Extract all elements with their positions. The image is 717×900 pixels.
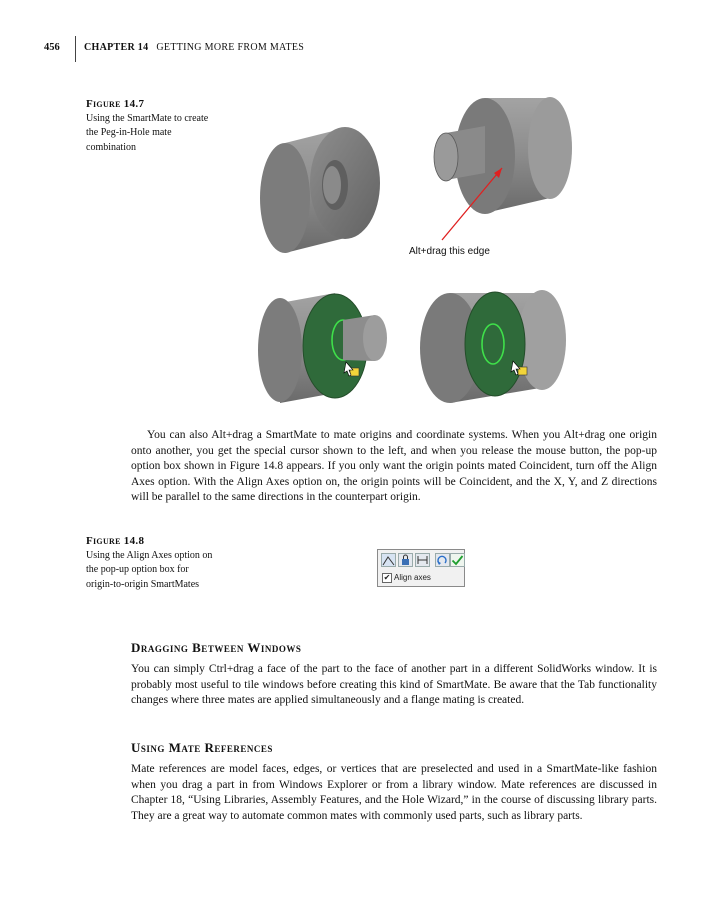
mating-step-1-icon — [258, 293, 387, 403]
smartmate-popup-toolbar — [377, 549, 465, 587]
section-heading-mate-references: Using Mate References — [131, 740, 273, 755]
ok-button[interactable] — [450, 553, 465, 567]
figure-14-7-caption-block — [86, 97, 216, 155]
distance-icon — [416, 554, 429, 566]
distance-mate-button[interactable] — [415, 553, 430, 567]
figure-annotation: Alt+drag this edge — [409, 246, 490, 257]
page-number: 456 — [44, 42, 60, 53]
lock-icon — [399, 554, 412, 566]
flip-alignment-button[interactable] — [435, 553, 450, 567]
flip-icon — [436, 554, 449, 566]
align-axes-checkbox[interactable]: ✔ — [383, 573, 391, 582]
coincident-mate-button[interactable] — [381, 553, 396, 567]
figure-caption: Using the SmartMate to create the Peg-in-Hole mate combination — [86, 112, 209, 153]
chapter-label: CHAPTER 14 — [84, 42, 149, 53]
figure-label: Figure 14.8 — [86, 535, 145, 547]
figure-caption: Using the Align Axes option on the pop-up option box for origin-to-origin SmartMates — [86, 549, 213, 590]
align-axes-option[interactable] — [382, 573, 431, 583]
chapter-title: GETTING MORE FROM MATES — [156, 42, 305, 53]
body-paragraph-dragging: You can simply Ctrl+drag a face of the part to the face of another part in a different SolidWorks window. It is probably most useful to tile windows before creating this kind of SmartMate. Be aware that the Tab functionality changes where three mates are applied simultaneously and a flange mating is created. — [131, 663, 657, 706]
section-heading-dragging: Dragging Between Windows — [131, 640, 302, 655]
lock-mate-button[interactable] — [398, 553, 413, 567]
body-paragraph-origins: You can also Alt+drag a SmartMate to mate origins and coordinate systems. When you Alt+drag one origin onto another, you get the special cursor shown to the left, and when you release the mouse button, the pop-up option box shown in Figure 14.8 appears. If you only want the origin points mated Coincident, turn off the Align Axes option. With the Align Axes option on, the origin points will be Coincident, and the X, Y, and Z directions will be parallel to the same directions in the counterpart origin. — [131, 429, 657, 503]
body-paragraph-mate-references: Mate references are model faces, edges, or vertices that are preselected and used in a SmartMate-like fashion when you drag a part in from Windows Explorer or from a library window. Mate references are discussed in Chapter 18, “Using Libraries, Assembly Features, and the Hole Wizard,” in the course of discussing library parts. They are a great way to automate common mates with commonly used parts, such as library parts. — [131, 763, 657, 822]
checkmark-icon — [451, 554, 464, 566]
figure-14-8-caption-block — [86, 534, 216, 592]
header-divider — [75, 36, 76, 62]
figure-label: Figure 14.7 — [86, 98, 145, 110]
mating-step-2-icon — [420, 290, 566, 403]
ring-part-icon — [260, 127, 380, 253]
running-header — [84, 42, 304, 53]
peg-part-icon — [434, 97, 572, 214]
coincident-icon — [382, 554, 395, 566]
align-axes-label: Align axes — [394, 573, 431, 583]
